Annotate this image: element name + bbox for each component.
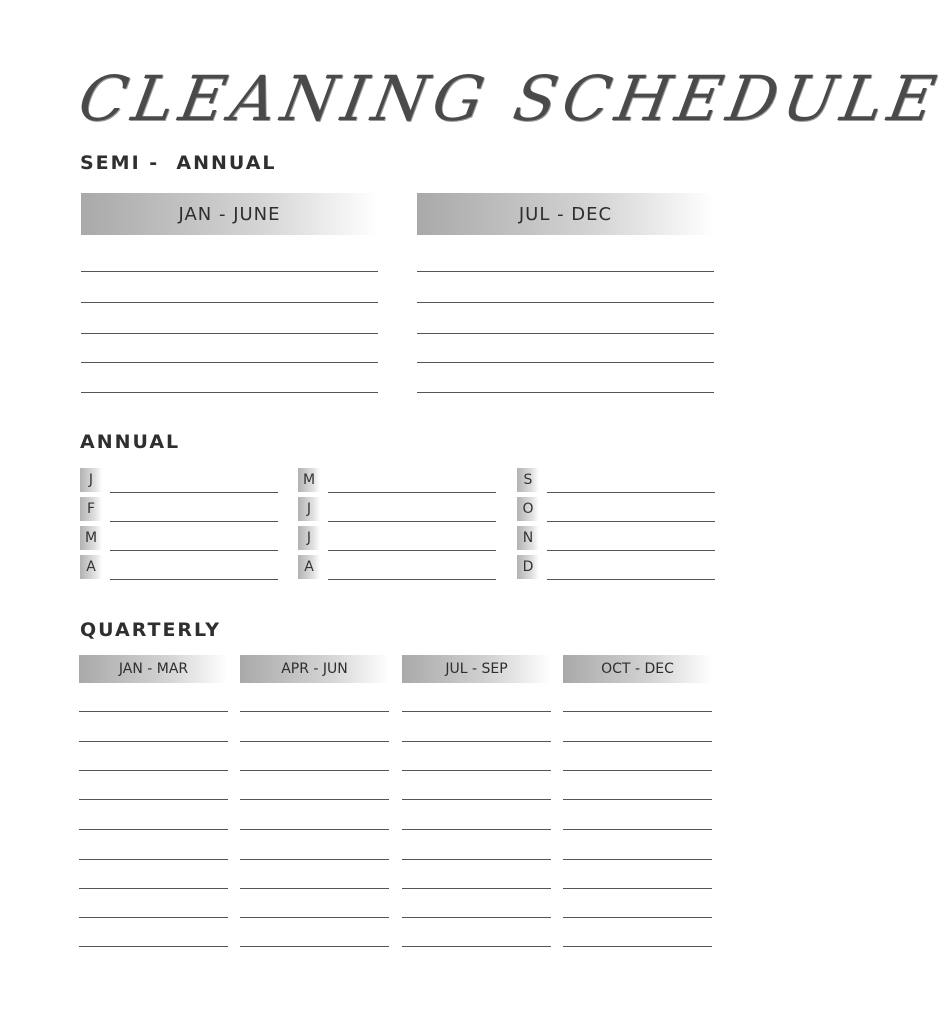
- month-label: M: [298, 468, 320, 492]
- writing-line[interactable]: [563, 946, 712, 947]
- month-label: J: [80, 468, 102, 492]
- month-label: M: [80, 526, 102, 550]
- semi-annual-column-header: JAN - JUNE: [81, 193, 378, 235]
- writing-line[interactable]: [417, 333, 714, 334]
- month-label: F: [80, 497, 102, 521]
- writing-line[interactable]: [240, 741, 389, 742]
- writing-line[interactable]: [417, 392, 714, 393]
- writing-line[interactable]: [240, 829, 389, 830]
- writing-line[interactable]: [402, 859, 551, 860]
- month-label: D: [517, 555, 539, 579]
- writing-line[interactable]: [79, 741, 228, 742]
- writing-line[interactable]: [240, 859, 389, 860]
- quarterly-heading: QUARTERLY: [80, 619, 221, 641]
- writing-line[interactable]: [79, 711, 228, 712]
- writing-line[interactable]: [402, 917, 551, 918]
- writing-line[interactable]: [79, 859, 228, 860]
- writing-line[interactable]: [240, 888, 389, 889]
- writing-line[interactable]: [563, 770, 712, 771]
- writing-line[interactable]: [81, 392, 378, 393]
- writing-line[interactable]: [81, 362, 378, 363]
- writing-line[interactable]: [402, 770, 551, 771]
- semi-annual-column-header: JUL - DEC: [417, 193, 714, 235]
- writing-line[interactable]: [547, 579, 715, 580]
- writing-line[interactable]: [563, 741, 712, 742]
- quarter-column-header: APR - JUN: [240, 655, 389, 683]
- writing-line[interactable]: [79, 946, 228, 947]
- writing-line[interactable]: [110, 550, 278, 551]
- writing-line[interactable]: [547, 550, 715, 551]
- writing-line[interactable]: [79, 799, 228, 800]
- writing-line[interactable]: [402, 711, 551, 712]
- writing-line[interactable]: [563, 859, 712, 860]
- quarter-column-header: JAN - MAR: [79, 655, 228, 683]
- writing-line[interactable]: [328, 579, 496, 580]
- writing-line[interactable]: [402, 888, 551, 889]
- writing-line[interactable]: [81, 302, 378, 303]
- writing-line[interactable]: [563, 799, 712, 800]
- writing-line[interactable]: [328, 521, 496, 522]
- month-label: A: [80, 555, 102, 579]
- month-label: N: [517, 526, 539, 550]
- writing-line[interactable]: [402, 799, 551, 800]
- writing-line[interactable]: [240, 799, 389, 800]
- writing-line[interactable]: [417, 302, 714, 303]
- writing-line[interactable]: [79, 917, 228, 918]
- writing-line[interactable]: [417, 271, 714, 272]
- writing-line[interactable]: [563, 829, 712, 830]
- writing-line[interactable]: [417, 362, 714, 363]
- writing-line[interactable]: [79, 770, 228, 771]
- month-label: J: [298, 497, 320, 521]
- writing-line[interactable]: [328, 492, 496, 493]
- writing-line[interactable]: [81, 333, 378, 334]
- writing-line[interactable]: [79, 888, 228, 889]
- writing-line[interactable]: [240, 711, 389, 712]
- month-label: A: [298, 555, 320, 579]
- writing-line[interactable]: [402, 741, 551, 742]
- writing-line[interactable]: [547, 492, 715, 493]
- writing-line[interactable]: [402, 946, 551, 947]
- annual-heading: ANNUAL: [80, 431, 181, 453]
- writing-line[interactable]: [547, 521, 715, 522]
- writing-line[interactable]: [81, 271, 378, 272]
- writing-line[interactable]: [402, 829, 551, 830]
- quarter-column-header: JUL - SEP: [402, 655, 551, 683]
- writing-line[interactable]: [563, 711, 712, 712]
- page-title: CLEANING SCHEDULE: [73, 61, 947, 135]
- semi-annual-heading: SEMI - ANNUAL: [80, 152, 277, 174]
- writing-line[interactable]: [240, 770, 389, 771]
- writing-line[interactable]: [240, 946, 389, 947]
- writing-line[interactable]: [110, 521, 278, 522]
- month-label: O: [517, 497, 539, 521]
- writing-line[interactable]: [328, 550, 496, 551]
- month-label: S: [517, 468, 539, 492]
- writing-line[interactable]: [240, 917, 389, 918]
- writing-line[interactable]: [79, 829, 228, 830]
- writing-line[interactable]: [110, 579, 278, 580]
- writing-line[interactable]: [563, 917, 712, 918]
- writing-line[interactable]: [110, 492, 278, 493]
- writing-line[interactable]: [563, 888, 712, 889]
- month-label: J: [298, 526, 320, 550]
- quarter-column-header: OCT - DEC: [563, 655, 712, 683]
